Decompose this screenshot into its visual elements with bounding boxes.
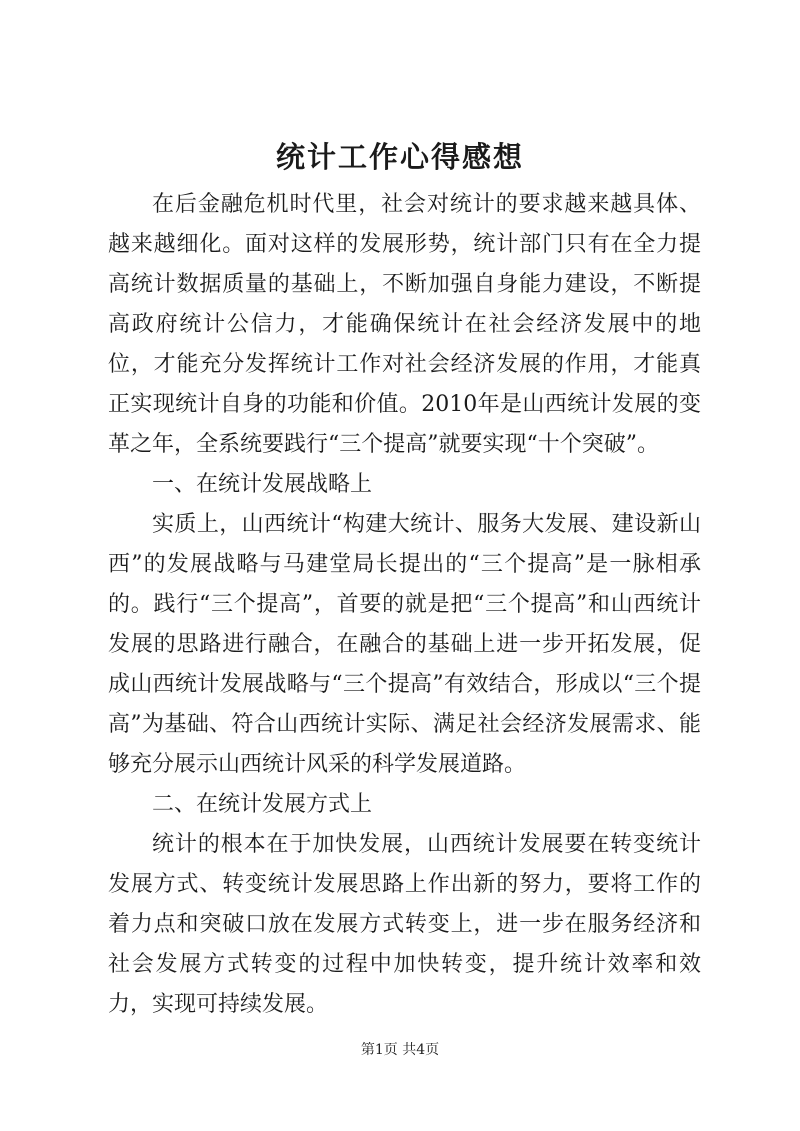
section-heading-1: 一、在统计发展战略上 xyxy=(152,472,373,497)
section-heading-2: 二、在统计发展方式上 xyxy=(152,792,373,817)
paragraph-method: 统计的根本在于加快发展，山西统计发展要在转变统计发展方式、转变统计发展思路上作出新的努力，要将工作的着力点和突破口放在发展方式转变上，进一步在服务经济和社会发展方式转变的过程中加快转变，提升统计效率和效力，实现可持续发展。 xyxy=(108,832,701,1017)
page-footer: 第1页 共4页 xyxy=(360,1042,440,1058)
document-body xyxy=(108,185,701,1025)
paragraph-strategy: 实质上，山西统计“构建大统计、服务大发展、建设新山西”的发展战略与马建堂局长提出的“三个提高”是一脉相承的。践行“三个提高”，首要的就是把“三个提高”和山西统计发展的思路进行融合，在融合的基础上进一步开拓发展，促成山西统计发展战略与“三个提高”有效结合，形成以“三个提高”为基础、符合山西统计实际、满足社会经济发展需求、能够充分展示山西统计风采的科学发展道路。 xyxy=(108,512,701,777)
paragraph-intro: 在后金融危机时代里，社会对统计的要求越来越具体、越来越细化。面对这样的发展形势，统计部门只有在全力提高统计数据质量的基础上，不断加强自身能力建设，不断提高政府统计公信力，才能确保统计在社会经济发展中的地位，才能充分发挥统计工作对社会经济发展的作用，才能真正实现统计自身的功能和价值。2010年是山西统计发展的变革之年，全系统要践行“三个提高”就要实现“十个突破”。 xyxy=(108,192,701,457)
document-title: 统计工作心得感想 xyxy=(275,140,524,174)
